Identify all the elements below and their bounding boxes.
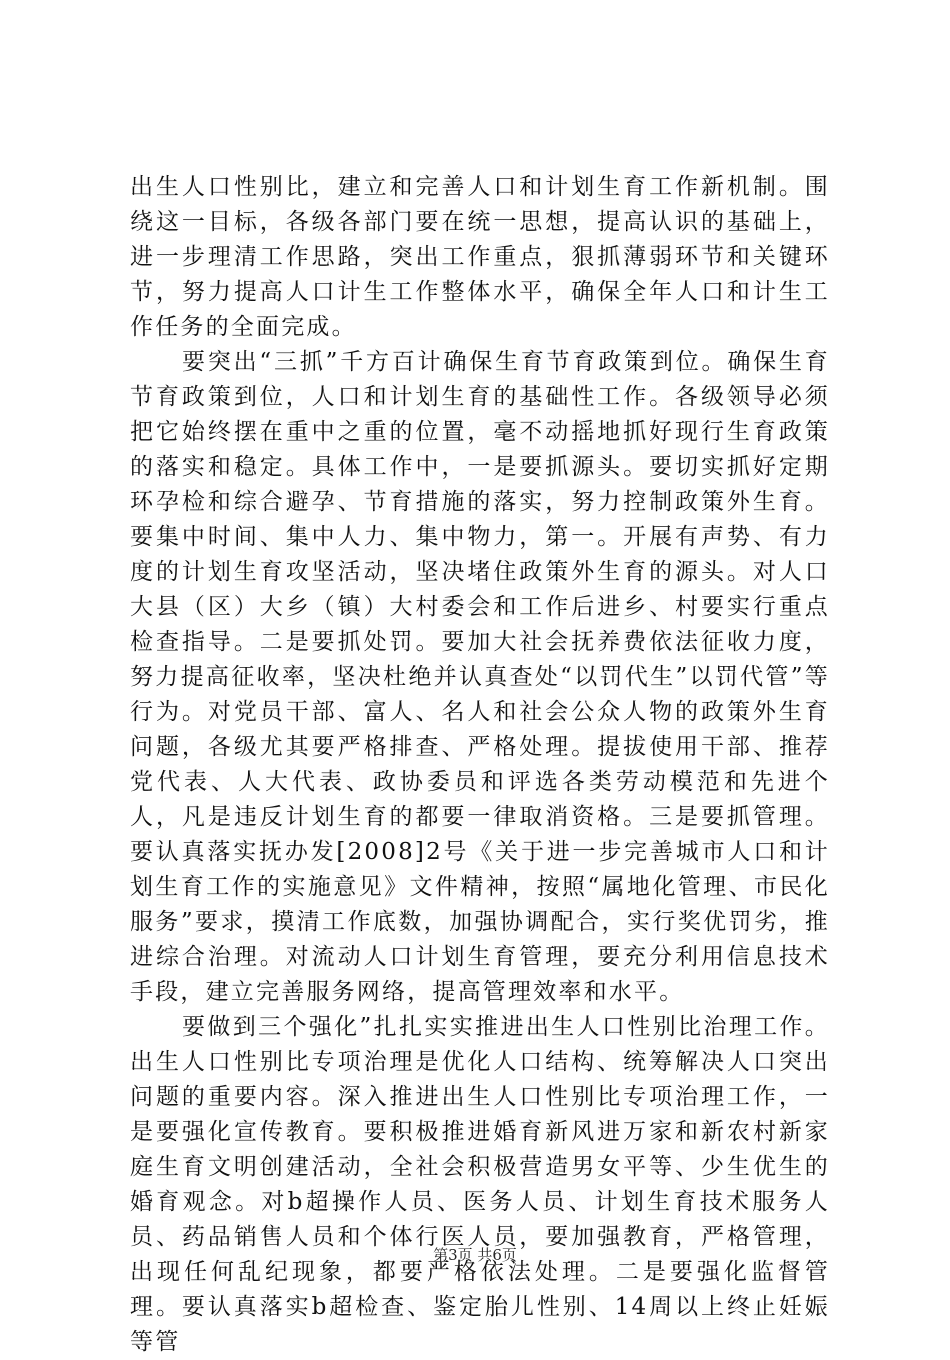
document-body xyxy=(130,170,830,1360)
paragraph-continuation: 出生人口性别比，建立和完善人口和计划生育工作新机制。围绕这一目标，各级各部门要在统一思想，提高认识的基础上，进一步理清工作思路，突出工作重点，狠抓薄弱环节和关键环节，努力提高人口计生工作整体水平，确保全年人口和计生工作任务的全面完成。 xyxy=(130,174,830,340)
paragraph-three-strengthens: 要做到三个强化”扎扎实实推进出生人口性别比治理工作。出生人口性别比专项治理是优化人口结构、统筹解决人口突出问题的重要内容。深入推进出生人口性别比专项治理工作，一是要强化宣传教育。要积极推进婚育新风进万家和新农村新家庭生育文明创建活动，全社会积极营造男女平等、少生优生的婚育观念。对b超操作人员、医务人员、计划生育技术服务人员、药品销售人员和个体行医人员，要加强教育，严格管理，出现任何乱纪现象，都要严格依法处理。二是要强化监督管理。要认真落实b超检查、鉴定胎儿性别、14周以上终止妊娠等管 xyxy=(130,1014,830,1355)
page-number-footer: 第3页 共6页 xyxy=(433,1246,517,1264)
paragraph-three-grasps: 要突出“三抓”千方百计确保生育节育政策到位。确保生育节育政策到位，人口和计划生育的基础性工作。各级领导必须把它始终摆在重中之重的位置，毫不动摇地抓好现行生育政策的落实和稳定。具体工作中，一是要抓源头。要切实抓好定期环孕检和综合避孕、节育措施的落实，努力控制政策外生育。要集中时间、集中人力、集中物力，第一。开展有声势、有力度的计划生育攻坚活动，坚决堵住政策外生育的源头。对人口大县（区）大乡（镇）大村委会和工作后进乡、村要实行重点检查指导。二是要抓处罚。要加大社会抚养费依法征收力度，努力提高征收率，坚决杜绝并认真查处“以罚代生”以罚代管”等行为。对党员干部、富人、名人和社会公众人物的政策外生育问题，各级尤其要严格排查、严格处理。提拔使用干部、推荐党代表、人大代表、政协委员和评选各类劳动模范和先进个人，凡是违反计划生育的都要一律取消资格。三是要抓管理。要认真落实抚办发[2008]2号《关于进一步完善城市人口和计划生育工作的实施意见》文件精神，按照“属地化管理、市民化服务”要求，摸清工作底数，加强协调配合，实行奖优罚劣，推进综合治理。对流动人口计划生育管理，要充分利用信息技术手段，建立完善服务网络，提高管理效率和水平。 xyxy=(130,349,830,1005)
